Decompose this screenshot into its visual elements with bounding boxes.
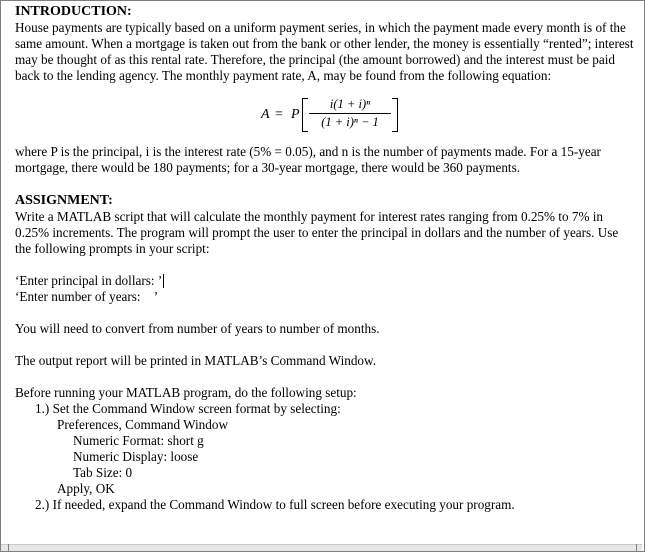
- setup-step-1: 1.) Set the Command Window screen format by selecting:: [35, 401, 341, 416]
- equation-numerator: i(1 + i)ⁿ: [329, 97, 371, 111]
- principal-prompt: [15, 273, 637, 289]
- setup-numeric-display: Numeric Display: loose: [73, 449, 199, 464]
- introduction-heading: INTRODUCTION:: [15, 4, 132, 19]
- spacer: [15, 176, 637, 192]
- equation-equals: =: [275, 107, 283, 122]
- principal-prompt-text: ‘Enter principal in dollars: ’: [15, 273, 163, 288]
- left-margin-marker: [8, 544, 9, 551]
- years-prompt: ‘Enter number of years: ’: [15, 289, 159, 304]
- right-margin-marker: [636, 544, 637, 551]
- spacer: [15, 257, 637, 273]
- setup-step-1-path: Preferences, Command Window: [57, 417, 228, 432]
- equation-right-bracket: [392, 98, 398, 132]
- convert-note: You will need to convert from number of years to number of months.: [15, 321, 380, 336]
- payment-equation: [15, 96, 637, 138]
- setup-step-2: 2.) If needed, expand the Command Window to full screen before executing your program.: [35, 497, 515, 512]
- assignment-paragraph: Write a MATLAB script that will calculate the monthly payment for interest rates ranging from 0.25% to 7% in 0.25% increments. The program will prompt the user to enter the principal in dollars and the number of years. Use the following prompts in your script:: [15, 209, 619, 256]
- spacer: [15, 337, 637, 353]
- horizontal-scrollbar[interactable]: [1, 544, 642, 551]
- document-body[interactable]: [15, 3, 637, 513]
- setup-apply: Apply, OK: [57, 481, 115, 496]
- output-note: The output report will be printed in MATLAB’s Command Window.: [15, 353, 376, 368]
- equation-lhs: A: [261, 107, 270, 122]
- equation-principal: P: [291, 107, 300, 122]
- equation-left-bracket: [302, 98, 308, 132]
- spacer: [15, 369, 637, 385]
- equation-denominator: (1 + i)ⁿ − 1: [321, 115, 379, 129]
- setup-tab-size: Tab Size: 0: [73, 465, 133, 480]
- assignment-heading: ASSIGNMENT:: [15, 193, 113, 208]
- setup-numeric-format: Numeric Format: short g: [73, 433, 204, 448]
- spacer: [15, 305, 637, 321]
- equation-explanation: where P is the principal, i is the interest rate (5% = 0.05), and n is the number of payments made. For a 15-year mortgage, there would be 180 payments; for a 30-year mortgage, there would be 360 payments.: [15, 144, 601, 175]
- text-cursor: [163, 274, 164, 288]
- introduction-paragraph: House payments are typically based on a uniform payment series, in which the payment made every month is of the same amount. When a mortgage is taken out from the bank or other lender, the money is essentially “rented”; interest may be thought of as this rental rate. Therefore, the principal (the amount borrowed) and the interest must be paid back to the lending agency. The monthly payment rate, A, may be found from the following equation:: [15, 20, 634, 83]
- setup-intro: Before running your MATLAB program, do the following setup:: [15, 385, 357, 400]
